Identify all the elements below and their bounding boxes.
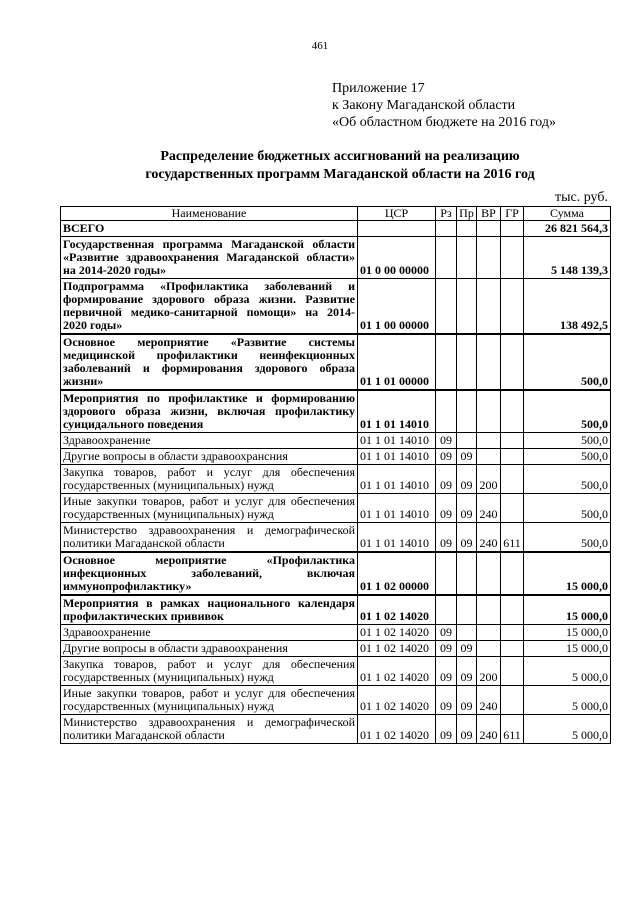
- cell-rz: 09: [436, 715, 457, 744]
- cell-name: Государственная программа Магаданской области «Развитие здравоохранения Магаданской области» на 2014-2020 годы»: [61, 237, 358, 279]
- cell-csr: 01 1 01 00000: [358, 334, 436, 390]
- cell-name: Закупка товаров, работ и услуг для обеспечения государственных (муниципальных) нужд: [61, 657, 358, 686]
- cell-csr: 01 1 01 14010: [358, 390, 436, 433]
- cell-name: Основное мероприятие «Развитие системы медицинской профилактики неинфекционных заболеваний и формирования здорового образа жизни»: [61, 334, 358, 390]
- table-row: [61, 334, 611, 390]
- cell-csr: 01 1 02 14020: [358, 715, 436, 744]
- cell-rz: [436, 221, 457, 237]
- cell-rz: 09: [436, 625, 457, 641]
- cell-rz: 09: [436, 494, 457, 523]
- table-header-row: [61, 207, 611, 221]
- cell-csr: 01 1 02 14020: [358, 641, 436, 657]
- cell-sum: 15 000,0: [524, 641, 611, 657]
- cell-vr: [477, 595, 501, 625]
- cell-gr: [501, 237, 524, 279]
- cell-csr: 01 1 01 14010: [358, 433, 436, 449]
- cell-sum: 15 000,0: [524, 552, 611, 595]
- cell-vr: 200: [477, 657, 501, 686]
- cell-csr: 01 1 02 00000: [358, 552, 436, 595]
- cell-pr: [457, 552, 477, 595]
- table-row: [61, 221, 611, 237]
- cell-pr: 09: [457, 641, 477, 657]
- table-row: [61, 552, 611, 595]
- cell-vr: [477, 221, 501, 237]
- cell-name: Иные закупки товаров, работ и услуг для обеспечения государственных (муниципальных) нужд: [61, 494, 358, 523]
- cell-pr: [457, 390, 477, 433]
- table-row: [61, 449, 611, 465]
- cell-gr: [501, 552, 524, 595]
- cell-vr: [477, 390, 501, 433]
- cell-csr: 01 0 00 00000: [358, 237, 436, 279]
- document-title-line-1: Распределение бюджетных ассигнований на реализацию: [160, 149, 520, 164]
- cell-sum: 26 821 564,3: [524, 221, 611, 237]
- cell-gr: [501, 449, 524, 465]
- cell-gr: [501, 657, 524, 686]
- table-row: [61, 715, 611, 744]
- table-row: [61, 641, 611, 657]
- column-header-gr: ГР: [501, 207, 524, 221]
- table-row: [61, 494, 611, 523]
- appendix-line-3: «Об областном бюджете на 2016 год»: [332, 115, 556, 130]
- table-row: [61, 657, 611, 686]
- cell-gr: [501, 494, 524, 523]
- cell-vr: 200: [477, 465, 501, 494]
- cell-rz: [436, 334, 457, 390]
- cell-gr: 611: [501, 523, 524, 553]
- cell-vr: 240: [477, 494, 501, 523]
- cell-vr: [477, 237, 501, 279]
- cell-gr: [501, 625, 524, 641]
- cell-sum: 500,0: [524, 465, 611, 494]
- cell-name: Здравоохранение: [61, 433, 358, 449]
- cell-rz: 09: [436, 657, 457, 686]
- cell-vr: [477, 552, 501, 595]
- unit-label: тыс. руб.: [555, 190, 608, 205]
- cell-gr: [501, 433, 524, 449]
- cell-sum: 500,0: [524, 449, 611, 465]
- cell-pr: 09: [457, 494, 477, 523]
- cell-name: Здравоохранение: [61, 625, 358, 641]
- cell-sum: 5 148 139,3: [524, 237, 611, 279]
- table-row: [61, 433, 611, 449]
- cell-sum: 500,0: [524, 494, 611, 523]
- table-row: [61, 523, 611, 553]
- cell-sum: 138 492,5: [524, 279, 611, 335]
- cell-name: Другие вопросы в области здравоохранения: [61, 641, 358, 657]
- cell-rz: [436, 279, 457, 335]
- cell-pr: [457, 237, 477, 279]
- cell-sum: 500,0: [524, 390, 611, 433]
- cell-pr: 09: [457, 465, 477, 494]
- document-title: [60, 148, 620, 184]
- cell-gr: [501, 279, 524, 335]
- cell-name: ВСЕГО: [61, 221, 358, 237]
- cell-rz: 09: [436, 449, 457, 465]
- cell-gr: 611: [501, 715, 524, 744]
- cell-name: Министерство здравоохранения и демографической политики Магаданской области: [61, 715, 358, 744]
- cell-pr: [457, 221, 477, 237]
- cell-pr: 09: [457, 686, 477, 715]
- cell-csr: 01 1 01 14010: [358, 465, 436, 494]
- cell-name: Мероприятия в рамках национального календаря профилактических прививок: [61, 595, 358, 625]
- page-number: 461: [311, 40, 329, 52]
- cell-vr: 240: [477, 686, 501, 715]
- cell-csr: 01 1 02 14020: [358, 595, 436, 625]
- cell-csr: 01 1 01 14010: [358, 523, 436, 553]
- cell-rz: 09: [436, 433, 457, 449]
- cell-csr: 01 1 02 14020: [358, 657, 436, 686]
- cell-vr: [477, 449, 501, 465]
- cell-rz: 09: [436, 686, 457, 715]
- appendix-line-1: Приложение 17: [332, 81, 425, 96]
- table-row: [61, 390, 611, 433]
- cell-name: Министерство здравоохранения и демографической политики Магаданской области: [61, 523, 358, 553]
- cell-sum: 5 000,0: [524, 715, 611, 744]
- cell-name: Иные закупки товаров, работ и услуг для обеспечения государственных (муниципальных) нужд: [61, 686, 358, 715]
- cell-sum: 500,0: [524, 334, 611, 390]
- column-header-pr: Пр: [457, 207, 477, 221]
- table-row: [61, 625, 611, 641]
- cell-pr: [457, 334, 477, 390]
- cell-rz: 09: [436, 465, 457, 494]
- cell-gr: [501, 595, 524, 625]
- table-row: [61, 595, 611, 625]
- cell-csr: 01 1 01 14010: [358, 494, 436, 523]
- table-row: [61, 279, 611, 335]
- cell-name: Основное мероприятие «Профилактика инфекционных заболеваний, включая иммунопрофилактику»: [61, 552, 358, 595]
- cell-pr: 09: [457, 449, 477, 465]
- cell-vr: [477, 625, 501, 641]
- cell-gr: [501, 641, 524, 657]
- cell-name: Мероприятия по профилактике и формированию здорового образа жизни, включая профилактику суицидального поведения: [61, 390, 358, 433]
- cell-gr: [501, 390, 524, 433]
- cell-csr: [358, 221, 436, 237]
- cell-rz: 09: [436, 641, 457, 657]
- column-header-sum: Сумма: [524, 207, 611, 221]
- appendix-line-2: к Закону Магаданской области: [332, 98, 516, 113]
- cell-name: Закупка товаров, работ и услуг для обеспечения государственных (муниципальных) нужд: [61, 465, 358, 494]
- column-header-name: Наименование: [61, 207, 358, 221]
- cell-csr: 01 1 02 14020: [358, 686, 436, 715]
- budget-table: [60, 206, 611, 744]
- budget-table-body: [61, 221, 611, 744]
- cell-rz: [436, 595, 457, 625]
- cell-csr: 01 1 02 14020: [358, 625, 436, 641]
- cell-gr: [501, 465, 524, 494]
- cell-sum: 15 000,0: [524, 595, 611, 625]
- cell-csr: 01 1 01 14010: [358, 449, 436, 465]
- cell-rz: [436, 237, 457, 279]
- cell-vr: 240: [477, 523, 501, 553]
- cell-sum: 500,0: [524, 523, 611, 553]
- cell-pr: [457, 433, 477, 449]
- column-header-csr: ЦСР: [358, 207, 436, 221]
- cell-vr: [477, 641, 501, 657]
- cell-vr: 240: [477, 715, 501, 744]
- appendix-header: [332, 80, 556, 131]
- document-title-line-2: государственных программ Магаданской области на 2016 год: [145, 167, 535, 182]
- table-row: [61, 686, 611, 715]
- cell-sum: 5 000,0: [524, 686, 611, 715]
- column-header-vr: ВР: [477, 207, 501, 221]
- cell-gr: [501, 334, 524, 390]
- cell-pr: 09: [457, 715, 477, 744]
- cell-pr: [457, 279, 477, 335]
- cell-pr: [457, 595, 477, 625]
- cell-vr: [477, 433, 501, 449]
- cell-pr: [457, 625, 477, 641]
- column-header-rz: Рз: [436, 207, 457, 221]
- cell-name: Другие вопросы в области здравоохрансния: [61, 449, 358, 465]
- table-row: [61, 465, 611, 494]
- cell-name: Подпрограмма «Профилактика заболеваний и формирование здорового образа жизни. Развитие первичной медико-санитарной помощи» на 2014-2020 годы»: [61, 279, 358, 335]
- cell-csr: 01 1 00 00000: [358, 279, 436, 335]
- cell-sum: 500,0: [524, 433, 611, 449]
- cell-rz: [436, 552, 457, 595]
- cell-gr: [501, 221, 524, 237]
- cell-pr: 09: [457, 523, 477, 553]
- cell-pr: 09: [457, 657, 477, 686]
- cell-sum: 5 000,0: [524, 657, 611, 686]
- cell-rz: 09: [436, 523, 457, 553]
- cell-rz: [436, 390, 457, 433]
- table-row: [61, 237, 611, 279]
- cell-gr: [501, 686, 524, 715]
- cell-vr: [477, 334, 501, 390]
- cell-vr: [477, 279, 501, 335]
- cell-sum: 15 000,0: [524, 625, 611, 641]
